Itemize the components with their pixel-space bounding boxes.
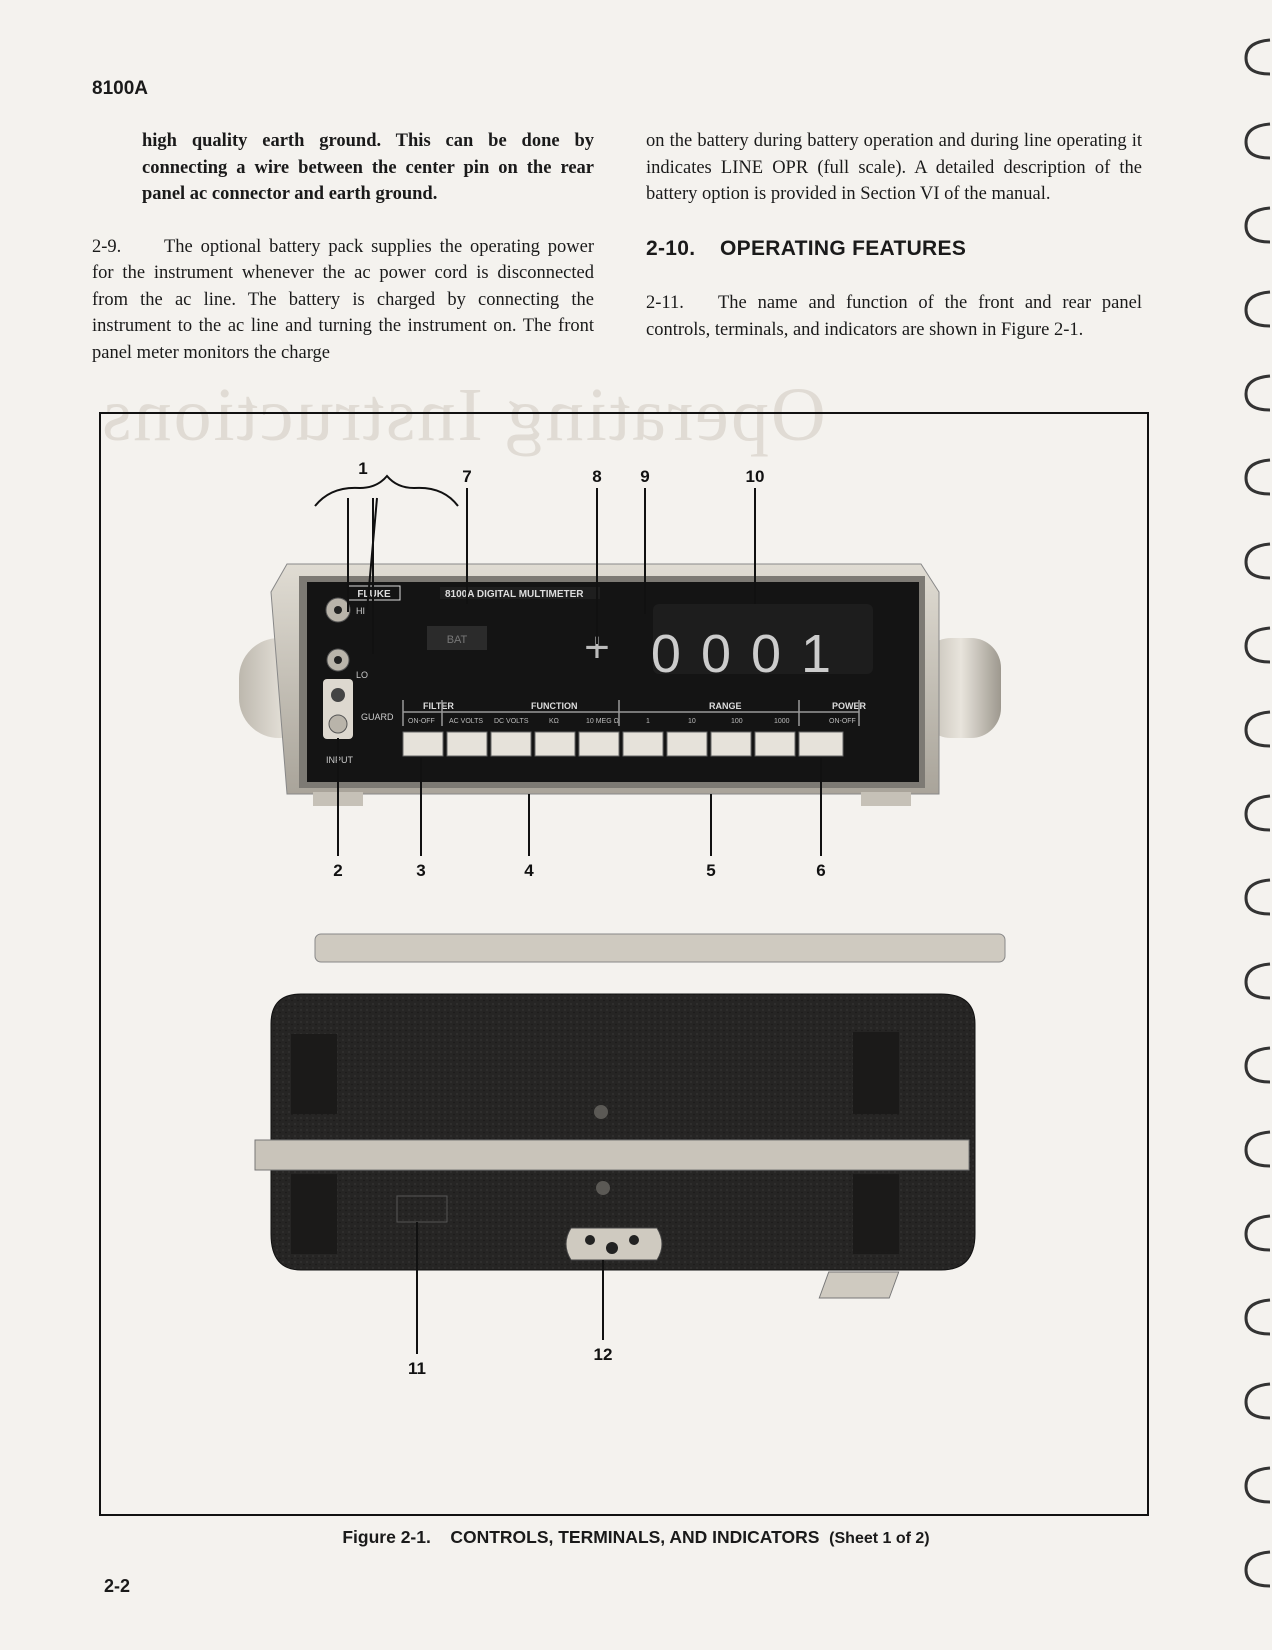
guard-label: GUARD	[361, 712, 394, 722]
section-title: OPERATING FEATURES	[720, 236, 967, 260]
paragraph-text: The name and function of the front and rear panel controls, terminals, and indicators are shown in Figure 2-1.	[646, 293, 1142, 340]
display-sign: +	[584, 623, 610, 672]
callout-8: 8	[592, 467, 602, 486]
page-number: 2-2	[104, 1576, 131, 1596]
range-10-button[interactable]	[667, 732, 707, 756]
range-100-button[interactable]	[711, 732, 751, 756]
bleed-through-text: Operating Instructions	[100, 373, 826, 457]
range-1000-sublabel: 1000	[774, 718, 790, 725]
section-heading	[646, 236, 1142, 263]
ground-note: high quality earth ground. This can be done by connecting a wire between the center pin on the rear panel ac connector and earth ground.	[142, 131, 594, 204]
rear-panel-photo	[101, 934, 1005, 1298]
rear-corner-tr	[853, 1032, 899, 1114]
range-10-sublabel: 10	[688, 718, 696, 725]
callout-11: 11	[408, 1359, 426, 1378]
range-1000-button[interactable]	[755, 732, 795, 756]
caption-title: CONTROLS, TERMINALS, AND INDICATORS	[450, 1527, 820, 1547]
rear-corner-bl	[291, 1174, 337, 1254]
filter-label: FILTER	[423, 701, 454, 711]
callout-2: 2	[333, 861, 343, 880]
10meg-sublabel: 10 MEG Ω	[586, 718, 619, 725]
guard-jack	[331, 688, 345, 702]
kohm-button[interactable]	[535, 732, 575, 756]
rear-corner-tl	[291, 1034, 337, 1114]
ac-pin-left	[585, 1235, 595, 1245]
spiral-binding	[1240, 36, 1272, 1636]
guard-terminal	[329, 715, 347, 733]
model-text: 8100A DIGITAL MULTIMETER	[445, 589, 584, 600]
callout-7: 7	[462, 467, 472, 486]
bat-text: BAT	[446, 634, 468, 646]
right-column	[646, 128, 1142, 343]
range-1-sublabel: 1	[646, 718, 650, 725]
dcv-button[interactable]	[491, 732, 531, 756]
lo-jack-hole	[334, 656, 342, 664]
callout-1-brace	[315, 476, 458, 506]
10meg-button[interactable]	[579, 732, 619, 756]
callout-1: 1	[358, 459, 368, 478]
paragraph-2-11	[646, 290, 1142, 343]
figure-illustration	[101, 414, 1147, 1514]
figure-frame	[99, 412, 1149, 1516]
kohm-sublabel: KΩ	[549, 718, 559, 725]
caption-sheet: (Sheet 1 of 2)	[829, 1530, 930, 1547]
function-label: FUNCTION	[531, 701, 578, 711]
paragraph-number: 2-9.	[92, 236, 122, 257]
caption-label: Figure 2-1.	[342, 1527, 431, 1547]
callout-10: 10	[745, 467, 765, 486]
brand-text: FLUKE	[357, 589, 391, 600]
acv-sublabel: AC VOLTS	[449, 718, 484, 725]
hi-label: HI	[356, 606, 365, 616]
range-100-sublabel: 100	[731, 718, 743, 725]
figure-caption	[0, 1527, 1272, 1548]
paragraph-2-9	[92, 234, 594, 367]
right-foot	[861, 792, 911, 806]
power-label: POWER	[832, 701, 867, 711]
callout-12: 12	[593, 1345, 613, 1364]
rear-corner-br	[853, 1174, 899, 1254]
range-label: RANGE	[709, 701, 742, 711]
page-header-model: 8100A	[92, 78, 148, 99]
display-digits: 0001	[650, 624, 852, 684]
section-number: 2-10.	[646, 236, 696, 260]
rear-screw-top	[594, 1105, 608, 1119]
ac-pin-right	[629, 1235, 639, 1245]
dcv-sublabel: DC VOLTS	[494, 718, 529, 725]
power-sublabel: ON-OFF	[829, 718, 856, 725]
rear-screw-bottom	[596, 1181, 610, 1195]
pushbuttons	[403, 732, 843, 756]
paragraph-text: The optional battery pack supplies the operating power for the instrument whenever the ac power cord is disconnected from the ac line. The battery is charged by connecting the instrument to the ac line and turning the instrument on. The front panel meter monitors the charge	[92, 236, 594, 363]
callout-6: 6	[816, 861, 826, 880]
hi-jack-hole	[334, 606, 342, 614]
lo-label: LO	[356, 670, 369, 680]
left-column	[92, 128, 594, 366]
callout-9: 9	[640, 467, 650, 486]
carry-handle	[315, 934, 1005, 962]
filter-button[interactable]	[403, 732, 443, 756]
callout-3: 3	[416, 861, 426, 880]
range-1-button[interactable]	[623, 732, 663, 756]
paragraph-number: 2-11.	[646, 293, 684, 313]
filter-sublabel: ON-OFF	[408, 718, 435, 725]
acv-button[interactable]	[447, 732, 487, 756]
battery-continuation: on the battery during battery operation and during line operating it indicates LINE OPR (full scale). A detailed description of the battery option is provided in Section VI of the manual.	[646, 131, 1142, 204]
callout-5: 5	[706, 861, 716, 880]
callout-4: 4	[524, 861, 534, 880]
input-label: INPUT	[326, 755, 353, 765]
rear-foot-right	[819, 1272, 898, 1298]
front-panel-photo	[239, 564, 1001, 806]
ac-pin-center	[606, 1242, 618, 1254]
power-button[interactable]	[799, 732, 843, 756]
rear-strap	[255, 1140, 969, 1170]
